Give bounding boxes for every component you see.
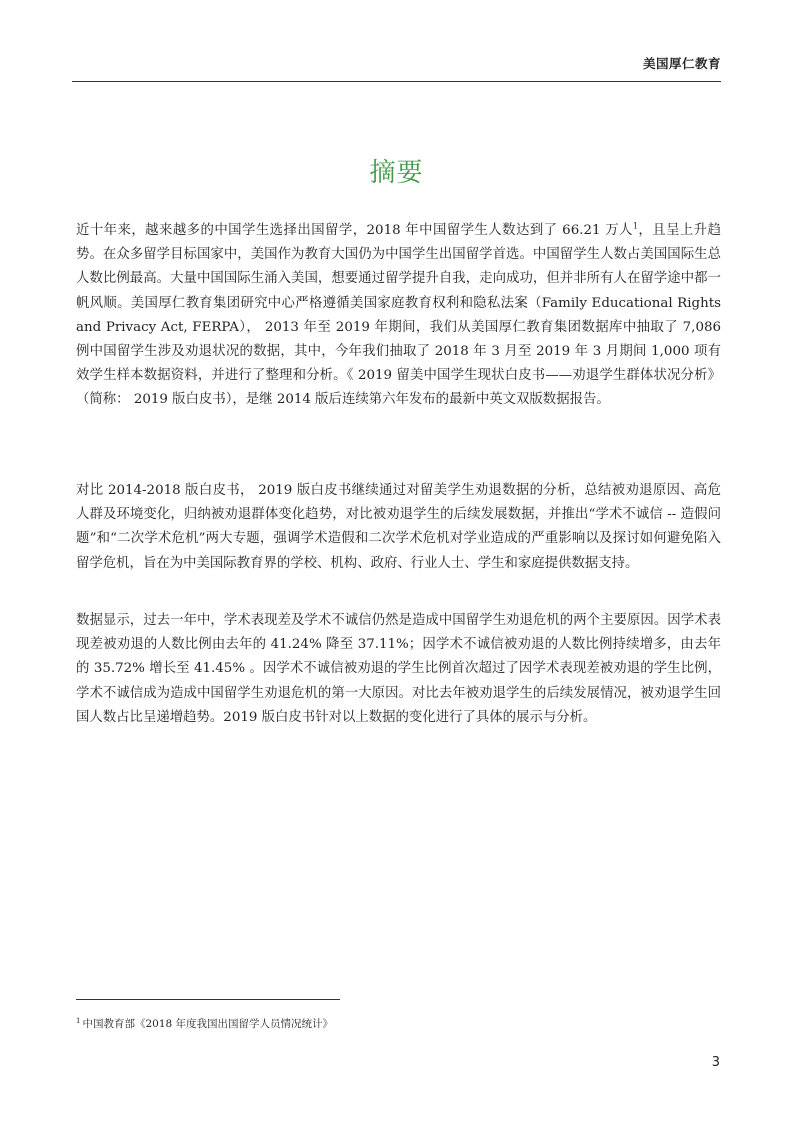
paragraph-1-text-b: ，且呈上升趋势。在众多留学目标国家中，美国作为教育大国仍为中国学生出国留学首选。中国留学生人数占美国国际生总人数比例最高。大量中国国际生涌入美国，想要通过留学提升自我，走向成功，但并非所有人在留学途中都一帆风顺。美国厚仁教育集团研究中心严格遵循美国家庭教育权利和隐私法案（Family Educational Rights and Privacy Act, FERPA）， 2013 年至 2019 年期间，我们从美国厚仁教育集团数据库中抽取了 7,086 例中国留学生涉及劝退状况的数据，其中，今年我们抽取了 2018 年 3 月至 2019 年 3 月期间 1,000 项有效学生样本数据资料，并进行了整理和分析。《 2019 留美中国学生现状白皮书——劝退学生群体状况分析》（简称： 2019 版白皮书），是继 2014 版后连续第六年发布的最新中英文双版数据报告。 xyxy=(76,223,721,408)
paragraph-3: 数据显示，过去一年中，学术表现差及学术不诚信仍然是造成中国留学生劝退危机的两个主要原因。因学术表现差被劝退的人数比例由去年的 41.24% 降至 37.11%；因学术不诚信被劝退的人数比例持续增多，由去年的 35.72% 增长至 41.45% 。因学术不诚信被劝退的学生比例首次超过了因学术表现差被劝退的学生比例，学术不诚信成为造成中国留学生劝退危机的第一大原因。对比去年被劝退学生的后续发展情况，被劝退学生回国人数占比呈递增趋势。2019 版白皮书针对以上数据的变化进行了具体的展示与分析。 xyxy=(76,613,721,725)
header-divider xyxy=(72,81,721,82)
paragraph-1 xyxy=(76,219,721,413)
paragraph-1-text-a: 近十年来，越来越多的中国学生选择出国留学，2018 年中国留学生人数达到了 66.21 万人 xyxy=(76,223,633,238)
footnote-text: 中国教育部《2018 年度我国出国留学人员情况统计》 xyxy=(82,1018,334,1030)
page-number: 3 xyxy=(711,1055,720,1070)
page-title: 摘要 xyxy=(369,158,424,188)
header-org-name: 美国厚仁教育 xyxy=(642,56,721,71)
footnote-number: 1 xyxy=(76,1016,81,1025)
footnote-divider xyxy=(76,999,340,1000)
footnote-reference: 1 xyxy=(632,221,638,231)
paragraph-2: 对比 2014-2018 版白皮书， 2019 版白皮书继续通过对留美学生劝退数据的分析，总结被劝退原因、高危人群及环境变化，归纳被劝退群体变化趋势，对比被劝退学生的后续发展数据，并推出“学术不诚信 -- 造假问题”和“二次学术危机”两大专题，强调学术造假和二次学术危机对学业造成的严重影响以及探讨如何避免陷入留学危机，旨在为中美国际教育界的学校、机构、政府、行业人士、学生和家庭提供数据支持。 xyxy=(76,483,721,571)
footnote xyxy=(76,1016,333,1031)
